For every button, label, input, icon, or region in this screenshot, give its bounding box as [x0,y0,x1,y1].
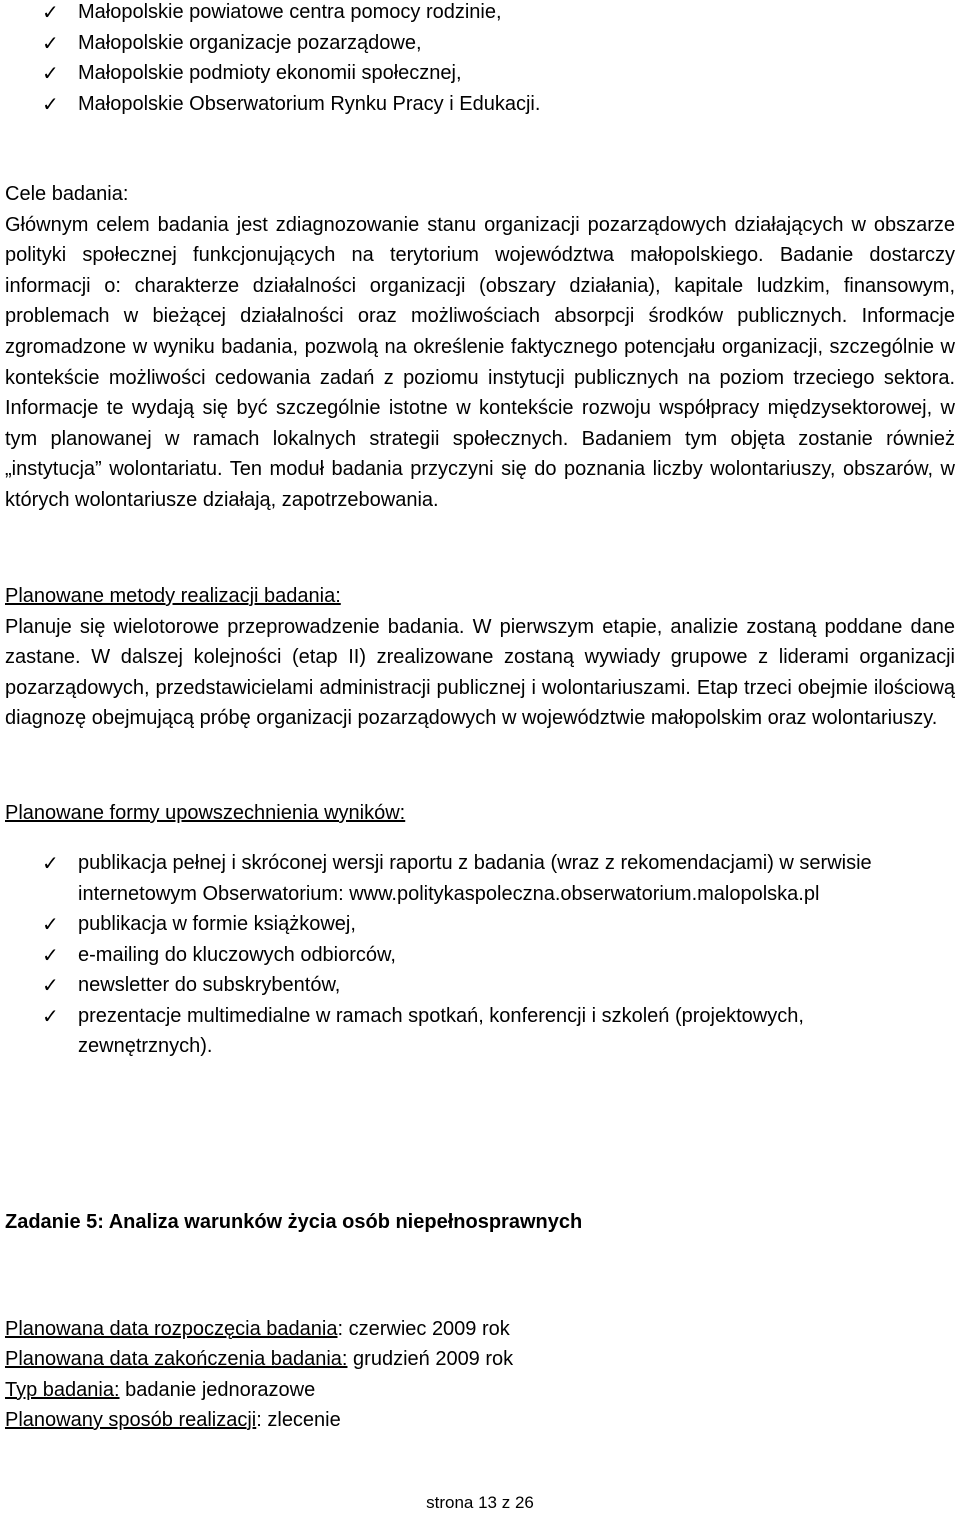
list-item-text: publikacja pełnej i skróconej wersji raportu z badania (wraz z rekomendacjami) w serwisie internetowym Obserwatorium: www.politykaspoleczna.obserwatorium.malopolska.pl [78,852,872,905]
list-item-text: prezentacje multimedialne w ramach spotkań, konferencji i szkoleń (projektowych, zewnętrznych). [78,1004,804,1057]
mode-separator: : [256,1408,262,1431]
check-mark-icon: ✓ [42,973,59,997]
page-number: strona 13 z 26 [426,1493,534,1512]
check-mark-icon: ✓ [42,942,59,967]
check-mark-icon: ✓ [42,912,59,936]
mode-label: Planowany sposób realizacji [5,1408,257,1431]
dissemination-heading-block [5,798,955,829]
list-item-text: Małopolskie powiatowe centra pomocy rodzinie, [78,1,502,23]
mode-row [5,1405,513,1435]
type-value: badanie jednorazowe [119,1378,316,1401]
dissemination-heading: Planowane formy upowszechnienia wyników: [5,802,406,824]
list-item-text: e-mailing do kluczowych odbiorców, [78,943,396,966]
dissemination-list [0,848,900,1062]
start-date-label: Planowana data rozpoczęcia badania [5,1318,338,1340]
list-item [0,89,960,120]
list-item [0,28,960,59]
list-item [0,58,960,89]
task-meta [5,1314,513,1435]
start-date-separator: : [337,1318,344,1340]
list-item-text: Małopolskie organizacje pozarządowe, [78,31,422,54]
list-item [0,0,960,28]
end-date-row [5,1344,513,1374]
list-item [0,970,900,1001]
list-item [0,848,900,909]
methods-paragraph: Planuje się wielotorowe przeprowadzenie badania. W pierwszym etapie, analizie zostaną poddane dane zastane. W dalszej kolejności (etap II) zrealizowane zostaną wywiady grupowe z liderami organizacji pozarządowych, przedstawicielami administracji publicznej i wolontariuszami. Etap trzeci obejmie ilościową diagnozę obejmującą próbę organizacji pozarządowych w województwie małopolskim oraz wolontariuszy. [5,615,955,730]
type-label: Typ badania: [5,1378,120,1401]
end-date-label: Planowana data zakończenia badania: [5,1348,348,1371]
goals-heading: Cele badania: [5,183,129,205]
check-mark-icon: ✓ [42,30,59,55]
task-title: Zadanie 5: Analiza warunków życia osób niepełnosprawnych [5,1211,583,1233]
check-mark-icon: ✓ [42,91,59,116]
list-item [0,909,900,940]
institutions-list [0,0,960,119]
list-item-text: newsletter do subskrybentów, [78,974,341,996]
mode-value: zlecenie [261,1408,341,1431]
check-mark-icon: ✓ [42,1003,59,1028]
type-row [5,1375,513,1405]
list-item-text: publikacja w formie książkowej, [78,913,356,935]
list-item-text: Małopolskie podmioty ekonomii społecznej, [78,62,462,84]
list-item [0,940,900,971]
check-mark-icon: ✓ [42,61,59,85]
goals-paragraph: Głównym celem badania jest zdiagnozowanie stanu organizacji pozarządowych działających w obszarze polityki społecznej funkcjonujących na terytorium województwa małopolskiego. Badanie dostarczy informacji o: charakterze działalności organizacji (obszary działania), kapitale ludzkim, finansowym, problemach w bieżącej działalności oraz możliwościach absorpcji środków publicznych. Informacje zgromadzone w wyniku badania, pozwolą na określenie faktycznego potencjału organizacji, szczególnie w kontekście możliwości cedowania zadań z poziomu instytucji publicznych na poziom trzeciego sektora. Informacje te wydają się być szczególnie istotne w kontekście rozwoju współpracy międzysektorowej, w tym planowanej w ramach lokalnych strategii społecznych. Badaniem tym objęta zostanie również „instytucja” wolontariatu. Ten moduł badania przyczyni się do poznania liczby wolontariuszy, obszarów, w których wolontariusze działają, zapotrzebowania. [5,213,955,511]
methods-heading: Planowane metody realizacji badania: [5,585,341,607]
end-date-value: grudzień 2009 rok [347,1348,514,1371]
list-item [0,1001,900,1062]
start-date-row [5,1314,513,1344]
start-date-value: czerwiec 2009 rok [343,1318,510,1340]
methods-section [5,581,955,734]
check-mark-icon: ✓ [42,0,59,24]
list-item-text: Małopolskie Obserwatorium Rynku Pracy i Edukacji. [78,92,541,115]
goals-section [5,179,955,516]
check-mark-icon: ✓ [42,851,59,875]
